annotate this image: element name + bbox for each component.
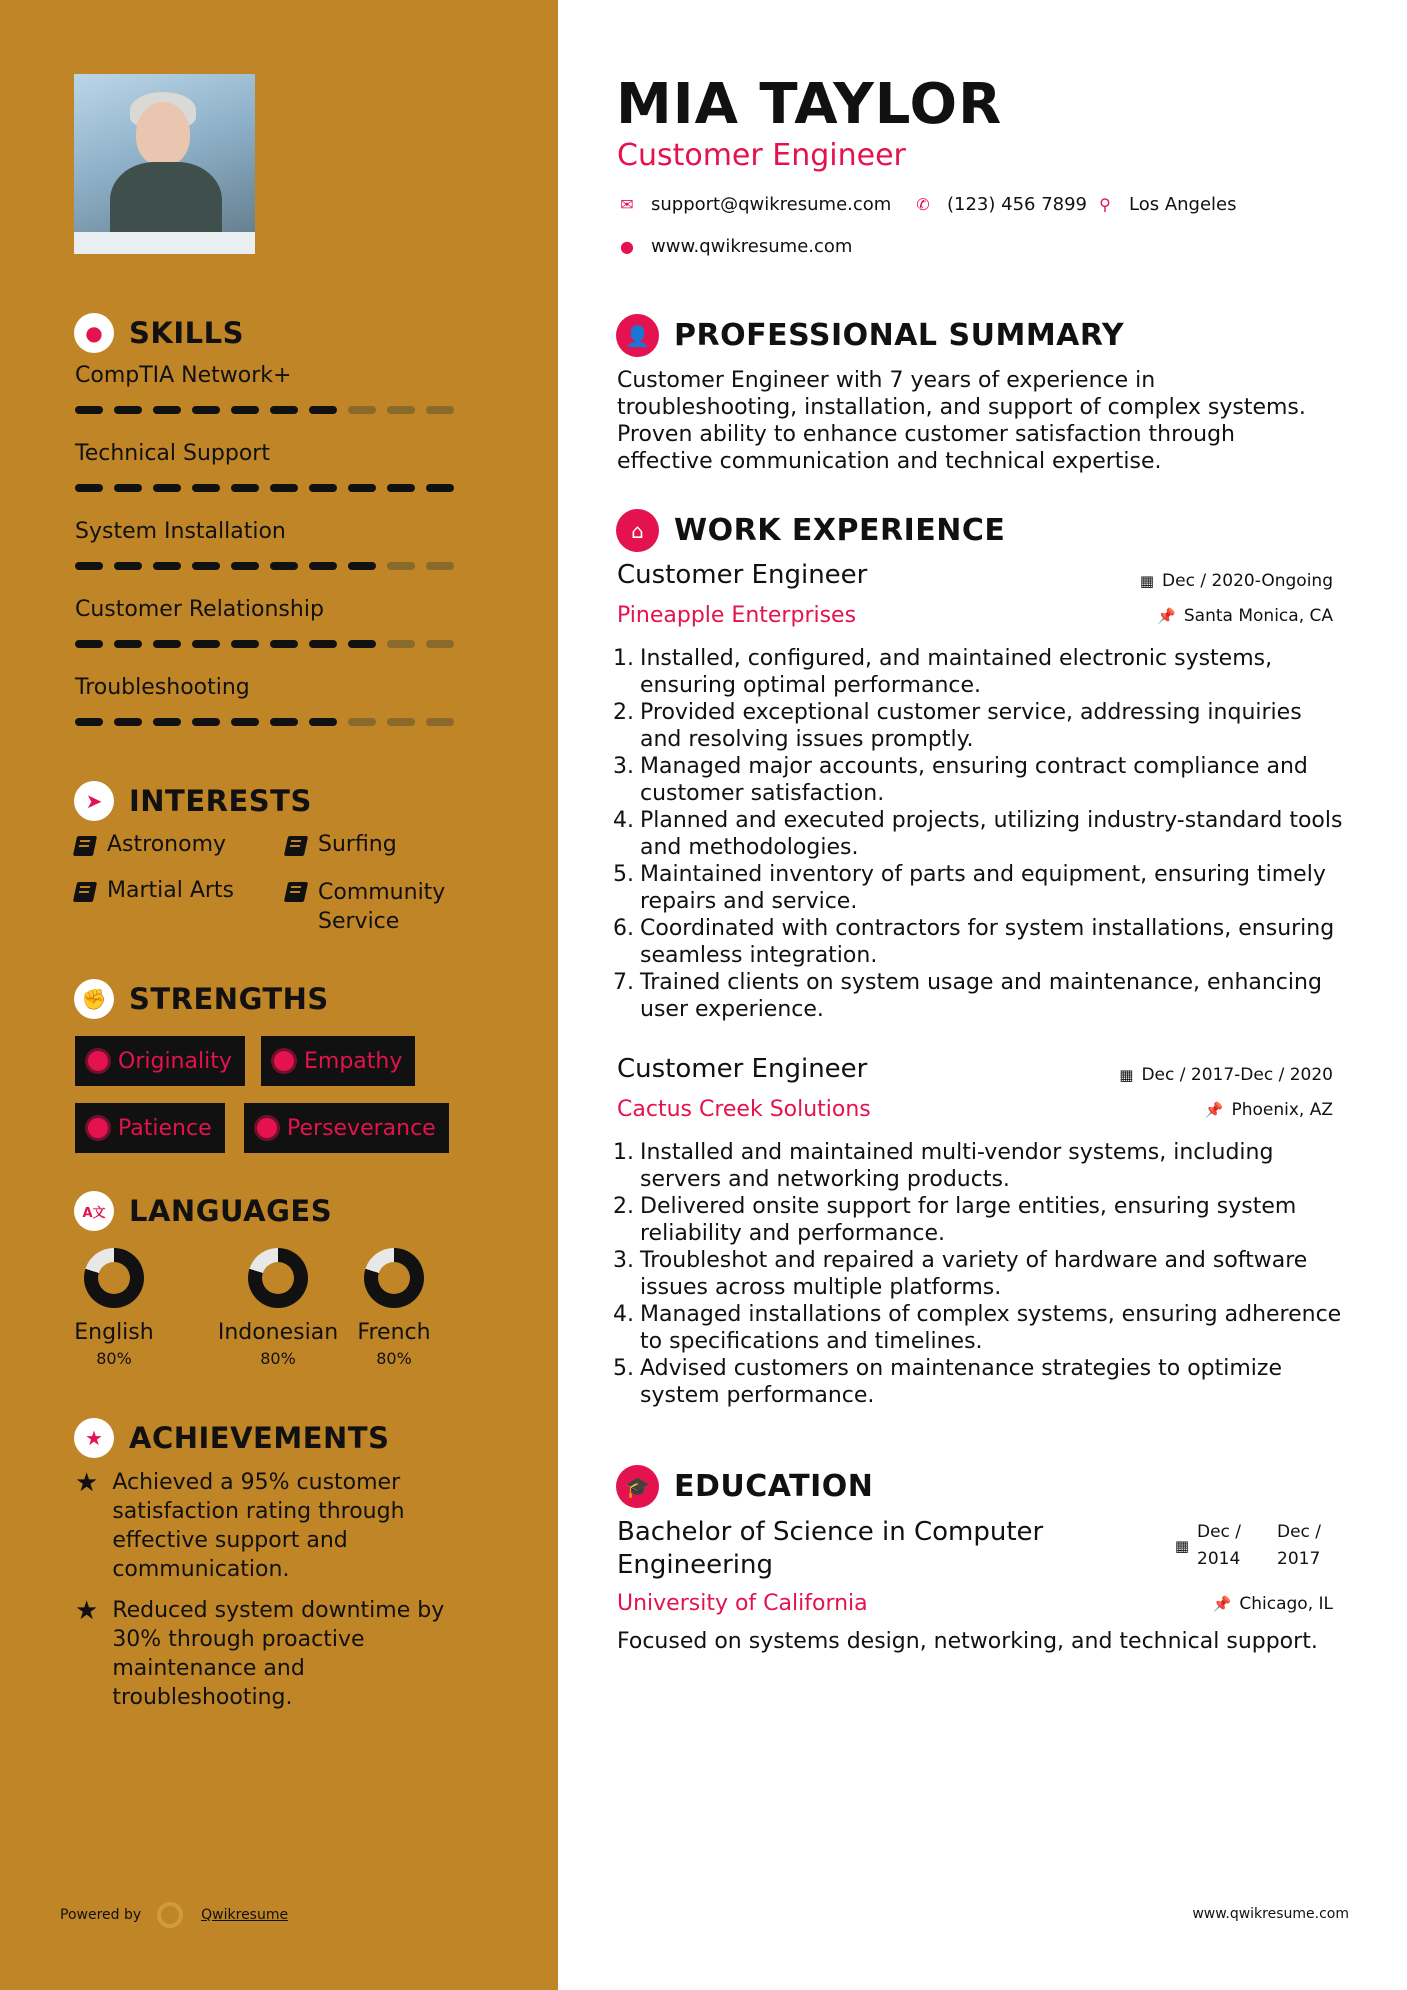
- list-item: 2. Provided exceptional customer service, addressing inquiries and resolving issues promptly.: [613, 700, 1302, 752]
- interests-heading: [74, 781, 312, 821]
- qwikresume-link[interactable]: Qwikresume: [201, 1907, 289, 1923]
- achievement-item: [75, 1468, 475, 1584]
- language-name: English: [74, 1320, 154, 1345]
- user-icon: 👤: [616, 314, 659, 357]
- skill-dash-filled: [309, 640, 337, 648]
- list-item: 2. Delivered onsite support for large entities, ensuring system reliability and performance.: [613, 1194, 1297, 1246]
- fist-icon: ✊: [74, 979, 114, 1019]
- skill-level-bar: [75, 562, 454, 570]
- job-location-text: Phoenix, AZ: [1231, 1100, 1333, 1120]
- skill-dash-filled: [231, 640, 259, 648]
- languages-heading: [74, 1191, 332, 1231]
- job-location: [1157, 606, 1333, 626]
- powered-by: [60, 1902, 288, 1928]
- skill-dash-filled: [114, 718, 142, 726]
- strength-tag: [261, 1036, 415, 1086]
- language-item: [352, 1248, 436, 1368]
- skill-dash-filled: [75, 562, 103, 570]
- skill-dash-filled: [270, 718, 298, 726]
- achievement-text: Achieved a 95% customer satisfaction rating through effective support and communication.: [112, 1470, 405, 1582]
- list-item: 1. Installed, configured, and maintained electronic systems, ensuring optimal performance.: [613, 646, 1273, 698]
- badge-icon: [88, 1051, 108, 1071]
- job-title: Customer Engineer: [617, 560, 868, 590]
- education-dates: [1175, 1519, 1333, 1573]
- skill-item: [75, 597, 475, 622]
- skill-dash-filled: [75, 406, 103, 414]
- skill-dash-filled: [153, 406, 181, 414]
- skill-dash-filled: [153, 562, 181, 570]
- interest-label: Surfing: [318, 832, 397, 857]
- skill-dash-filled: [114, 562, 142, 570]
- interest-label: Community Service: [318, 880, 446, 934]
- language-name: Indonesian: [217, 1320, 339, 1345]
- skill-item: [75, 441, 475, 466]
- calendar-icon: ▦: [1139, 572, 1155, 590]
- skill-dash-empty: [426, 718, 454, 726]
- strength-tag: [75, 1036, 245, 1086]
- job-dates-text: Dec / 2017-Dec / 2020: [1141, 1065, 1333, 1085]
- job-location-text: Santa Monica, CA: [1183, 606, 1333, 626]
- education-location-text: Chicago, IL: [1239, 1594, 1333, 1614]
- skill-dash-filled: [309, 718, 337, 726]
- education-end-date: Dec / 2017: [1277, 1522, 1322, 1569]
- summary-title: PROFESSIONAL SUMMARY: [674, 318, 1125, 353]
- skill-dash-filled: [75, 718, 103, 726]
- calendar-icon: ▦: [1174, 1537, 1189, 1555]
- skill-dash-filled: [270, 562, 298, 570]
- profile-photo: [74, 74, 255, 254]
- skill-dash-filled: [231, 718, 259, 726]
- strength-tag: [244, 1103, 449, 1153]
- email-text[interactable]: support@qwikresume.com: [651, 194, 892, 215]
- location-text: Los Angeles: [1129, 194, 1237, 215]
- job-company: Pineapple Enterprises: [617, 603, 857, 628]
- list-item: 1. Installed and maintained multi-vendor systems, including servers and networking products.: [613, 1140, 1274, 1192]
- skill-dash-empty: [348, 406, 376, 414]
- skill-dash-empty: [426, 406, 454, 414]
- work-title: WORK EXPERIENCE: [674, 513, 1006, 548]
- graduate-icon: 🎓: [616, 1465, 659, 1508]
- skill-dash-filled: [270, 640, 298, 648]
- skill-name: Customer Relationship: [75, 597, 324, 622]
- phone-icon: ✆: [916, 195, 930, 214]
- list-item: 5. Advised customers on maintenance strategies to optimize system performance.: [613, 1356, 1282, 1408]
- list-item: 6. Coordinated with contractors for system installations, ensuring seamless integration.: [613, 916, 1335, 968]
- skill-dash-empty: [387, 562, 415, 570]
- language-name: French: [357, 1320, 431, 1345]
- badge-icon: [274, 1051, 294, 1071]
- skill-name: Troubleshooting: [75, 675, 250, 700]
- job-duties-list: [610, 1139, 1350, 1409]
- education-location: [1213, 1594, 1333, 1614]
- book-icon: [284, 836, 308, 856]
- skill-dash-filled: [192, 406, 220, 414]
- contact-website: [617, 236, 852, 257]
- skill-dash-filled: [231, 406, 259, 414]
- contact-email: [617, 194, 891, 215]
- lightbulb-icon: ●: [74, 313, 114, 353]
- badge-icon: [257, 1118, 277, 1138]
- pin-icon: 📌: [1212, 1595, 1232, 1613]
- globe-icon: ●: [620, 237, 634, 256]
- strengths-title: STRENGTHS: [129, 982, 329, 1016]
- job-title: Customer Engineer: [617, 1054, 868, 1084]
- star-icon: ★: [75, 1468, 99, 1498]
- work-heading: [616, 509, 1005, 552]
- job-company: Cactus Creek Solutions: [617, 1097, 871, 1122]
- skill-level-bar: [75, 484, 454, 492]
- calendar-icon: ▦: [1119, 1066, 1134, 1084]
- strength-label: Originality: [118, 1048, 232, 1074]
- strength-tag: [75, 1103, 225, 1153]
- skill-dash-filled: [231, 484, 259, 492]
- skill-dash-filled: [192, 562, 220, 570]
- list-item: 4. Planned and executed projects, utilizing industry-standard tools and methodologies.: [613, 808, 1343, 860]
- sidebar: [0, 0, 558, 1990]
- skill-dash-empty: [348, 718, 376, 726]
- strength-label: Empathy: [304, 1048, 403, 1074]
- contact-phone: [913, 194, 1087, 215]
- skills-title: SKILLS: [129, 316, 244, 350]
- skill-dash-filled: [426, 484, 454, 492]
- language-item: [215, 1248, 341, 1368]
- envelope-icon: ✉: [620, 195, 634, 214]
- language-percent: 80%: [376, 1349, 412, 1368]
- skill-dash-filled: [75, 484, 103, 492]
- degree-title: Bachelor of Science in Computer Engineering: [617, 1517, 1044, 1580]
- school-name: University of California: [617, 1591, 868, 1616]
- summary-text: Customer Engineer with 7 years of experience in troubleshooting, installation, and support of complex systems. Proven ability to enhance customer satisfaction through effective communication and technical expertise.: [617, 368, 1306, 474]
- skills-heading: [74, 313, 244, 353]
- education-text: Focused on systems design, networking, and technical support.: [617, 1629, 1318, 1654]
- interest-label: Astronomy: [107, 832, 227, 857]
- language-donut: [84, 1248, 144, 1308]
- skill-name: System Installation: [75, 519, 286, 544]
- phone-text: (123) 456 7899: [947, 194, 1088, 215]
- map-pin-icon: ⚲: [1099, 195, 1111, 214]
- job-location: [1205, 1100, 1333, 1120]
- powered-by-label: Powered by: [60, 1907, 142, 1923]
- language-item: [74, 1248, 154, 1368]
- interest-label: Martial Arts: [107, 878, 235, 903]
- job-dates: [1140, 571, 1333, 591]
- skill-dash-empty: [387, 640, 415, 648]
- footer-url[interactable]: www.qwikresume.com: [1192, 1906, 1349, 1922]
- skill-dash-filled: [114, 484, 142, 492]
- skill-dash-filled: [387, 484, 415, 492]
- interest-item: [286, 832, 397, 857]
- star-icon: ★: [75, 1596, 99, 1626]
- qwikresume-logo-icon: [157, 1902, 183, 1928]
- skill-dash-empty: [426, 640, 454, 648]
- skill-dash-filled: [309, 484, 337, 492]
- skill-item: [75, 675, 475, 700]
- skill-dash-filled: [192, 640, 220, 648]
- achievements-heading: [74, 1418, 389, 1458]
- skill-name: CompTIA Network+: [75, 363, 292, 388]
- skill-dash-filled: [114, 640, 142, 648]
- chair-icon: ⌂: [616, 509, 659, 552]
- book-icon: [284, 882, 308, 902]
- language-percent: 80%: [260, 1349, 296, 1368]
- website-text[interactable]: www.qwikresume.com: [651, 236, 853, 257]
- skill-dash-filled: [348, 640, 376, 648]
- skill-dash-filled: [270, 406, 298, 414]
- skill-dash-filled: [153, 484, 181, 492]
- education-title: EDUCATION: [674, 1469, 874, 1504]
- skill-level-bar: [75, 718, 454, 726]
- contact-location: [1095, 194, 1237, 215]
- strength-label: Patience: [118, 1115, 212, 1141]
- interest-item: [286, 878, 486, 936]
- skill-dash-filled: [270, 484, 298, 492]
- list-item: 7. Trained clients on system usage and maintenance, enhancing user experience.: [613, 970, 1322, 1022]
- strength-label: Perseverance: [287, 1115, 436, 1141]
- skill-dash-filled: [348, 484, 376, 492]
- skill-dash-filled: [231, 562, 259, 570]
- skill-dash-filled: [114, 406, 142, 414]
- skill-level-bar: [75, 640, 454, 648]
- education-heading: [616, 1465, 873, 1508]
- skill-dash-filled: [192, 718, 220, 726]
- achievements-title: ACHIEVEMENTS: [129, 1421, 390, 1455]
- list-item: 3. Managed major accounts, ensuring contract compliance and customer satisfaction.: [613, 754, 1308, 806]
- language-percent: 80%: [96, 1349, 132, 1368]
- language-donut: [364, 1248, 424, 1308]
- book-icon: [73, 882, 97, 902]
- pin-icon: 📌: [1157, 607, 1176, 625]
- strengths-heading: [74, 979, 329, 1019]
- skill-level-bar: [75, 406, 454, 414]
- book-icon: [73, 836, 97, 856]
- interest-item: [75, 878, 234, 903]
- job-dates-text: Dec / 2020-Ongoing: [1162, 571, 1333, 591]
- skill-dash-filled: [348, 562, 376, 570]
- list-item: 3. Troubleshot and repaired a variety of hardware and software issues across multiple platforms.: [613, 1248, 1308, 1300]
- achievement-item: [75, 1596, 475, 1712]
- skill-dash-filled: [309, 406, 337, 414]
- skill-dash-filled: [309, 562, 337, 570]
- translate-icon: A文: [74, 1191, 114, 1231]
- candidate-name: MIA TAYLOR: [616, 72, 1003, 137]
- job-duties-list: [610, 645, 1350, 1023]
- skill-dash-filled: [153, 640, 181, 648]
- job-dates: [1119, 1065, 1333, 1085]
- star-badge-icon: ★: [74, 1418, 114, 1458]
- summary-heading: [616, 314, 1124, 357]
- interest-item: [75, 832, 226, 857]
- badge-icon: [88, 1118, 108, 1138]
- skill-dash-filled: [153, 718, 181, 726]
- languages-title: LANGUAGES: [129, 1194, 333, 1228]
- achievement-text: Reduced system downtime by 30% through proactive maintenance and troubleshooting.: [112, 1598, 445, 1710]
- skill-item: [75, 519, 475, 544]
- skill-dash-empty: [387, 718, 415, 726]
- language-donut: [248, 1248, 308, 1308]
- skill-name: Technical Support: [75, 441, 270, 466]
- pin-icon: 📌: [1204, 1101, 1224, 1119]
- skill-dash-filled: [75, 640, 103, 648]
- list-item: 5. Maintained inventory of parts and equipment, ensuring timely repairs and service.: [613, 862, 1326, 914]
- skill-dash-empty: [387, 406, 415, 414]
- skill-item: [75, 363, 475, 388]
- skill-dash-filled: [192, 484, 220, 492]
- list-item: 4. Managed installations of complex systems, ensuring adherence to specifications and timelines.: [613, 1302, 1342, 1354]
- interests-title: INTERESTS: [129, 784, 312, 818]
- paper-plane-icon: ➤: [74, 781, 114, 821]
- education-start-date: Dec / 2014: [1197, 1522, 1242, 1569]
- candidate-role: Customer Engineer: [617, 138, 906, 173]
- skill-dash-empty: [426, 562, 454, 570]
